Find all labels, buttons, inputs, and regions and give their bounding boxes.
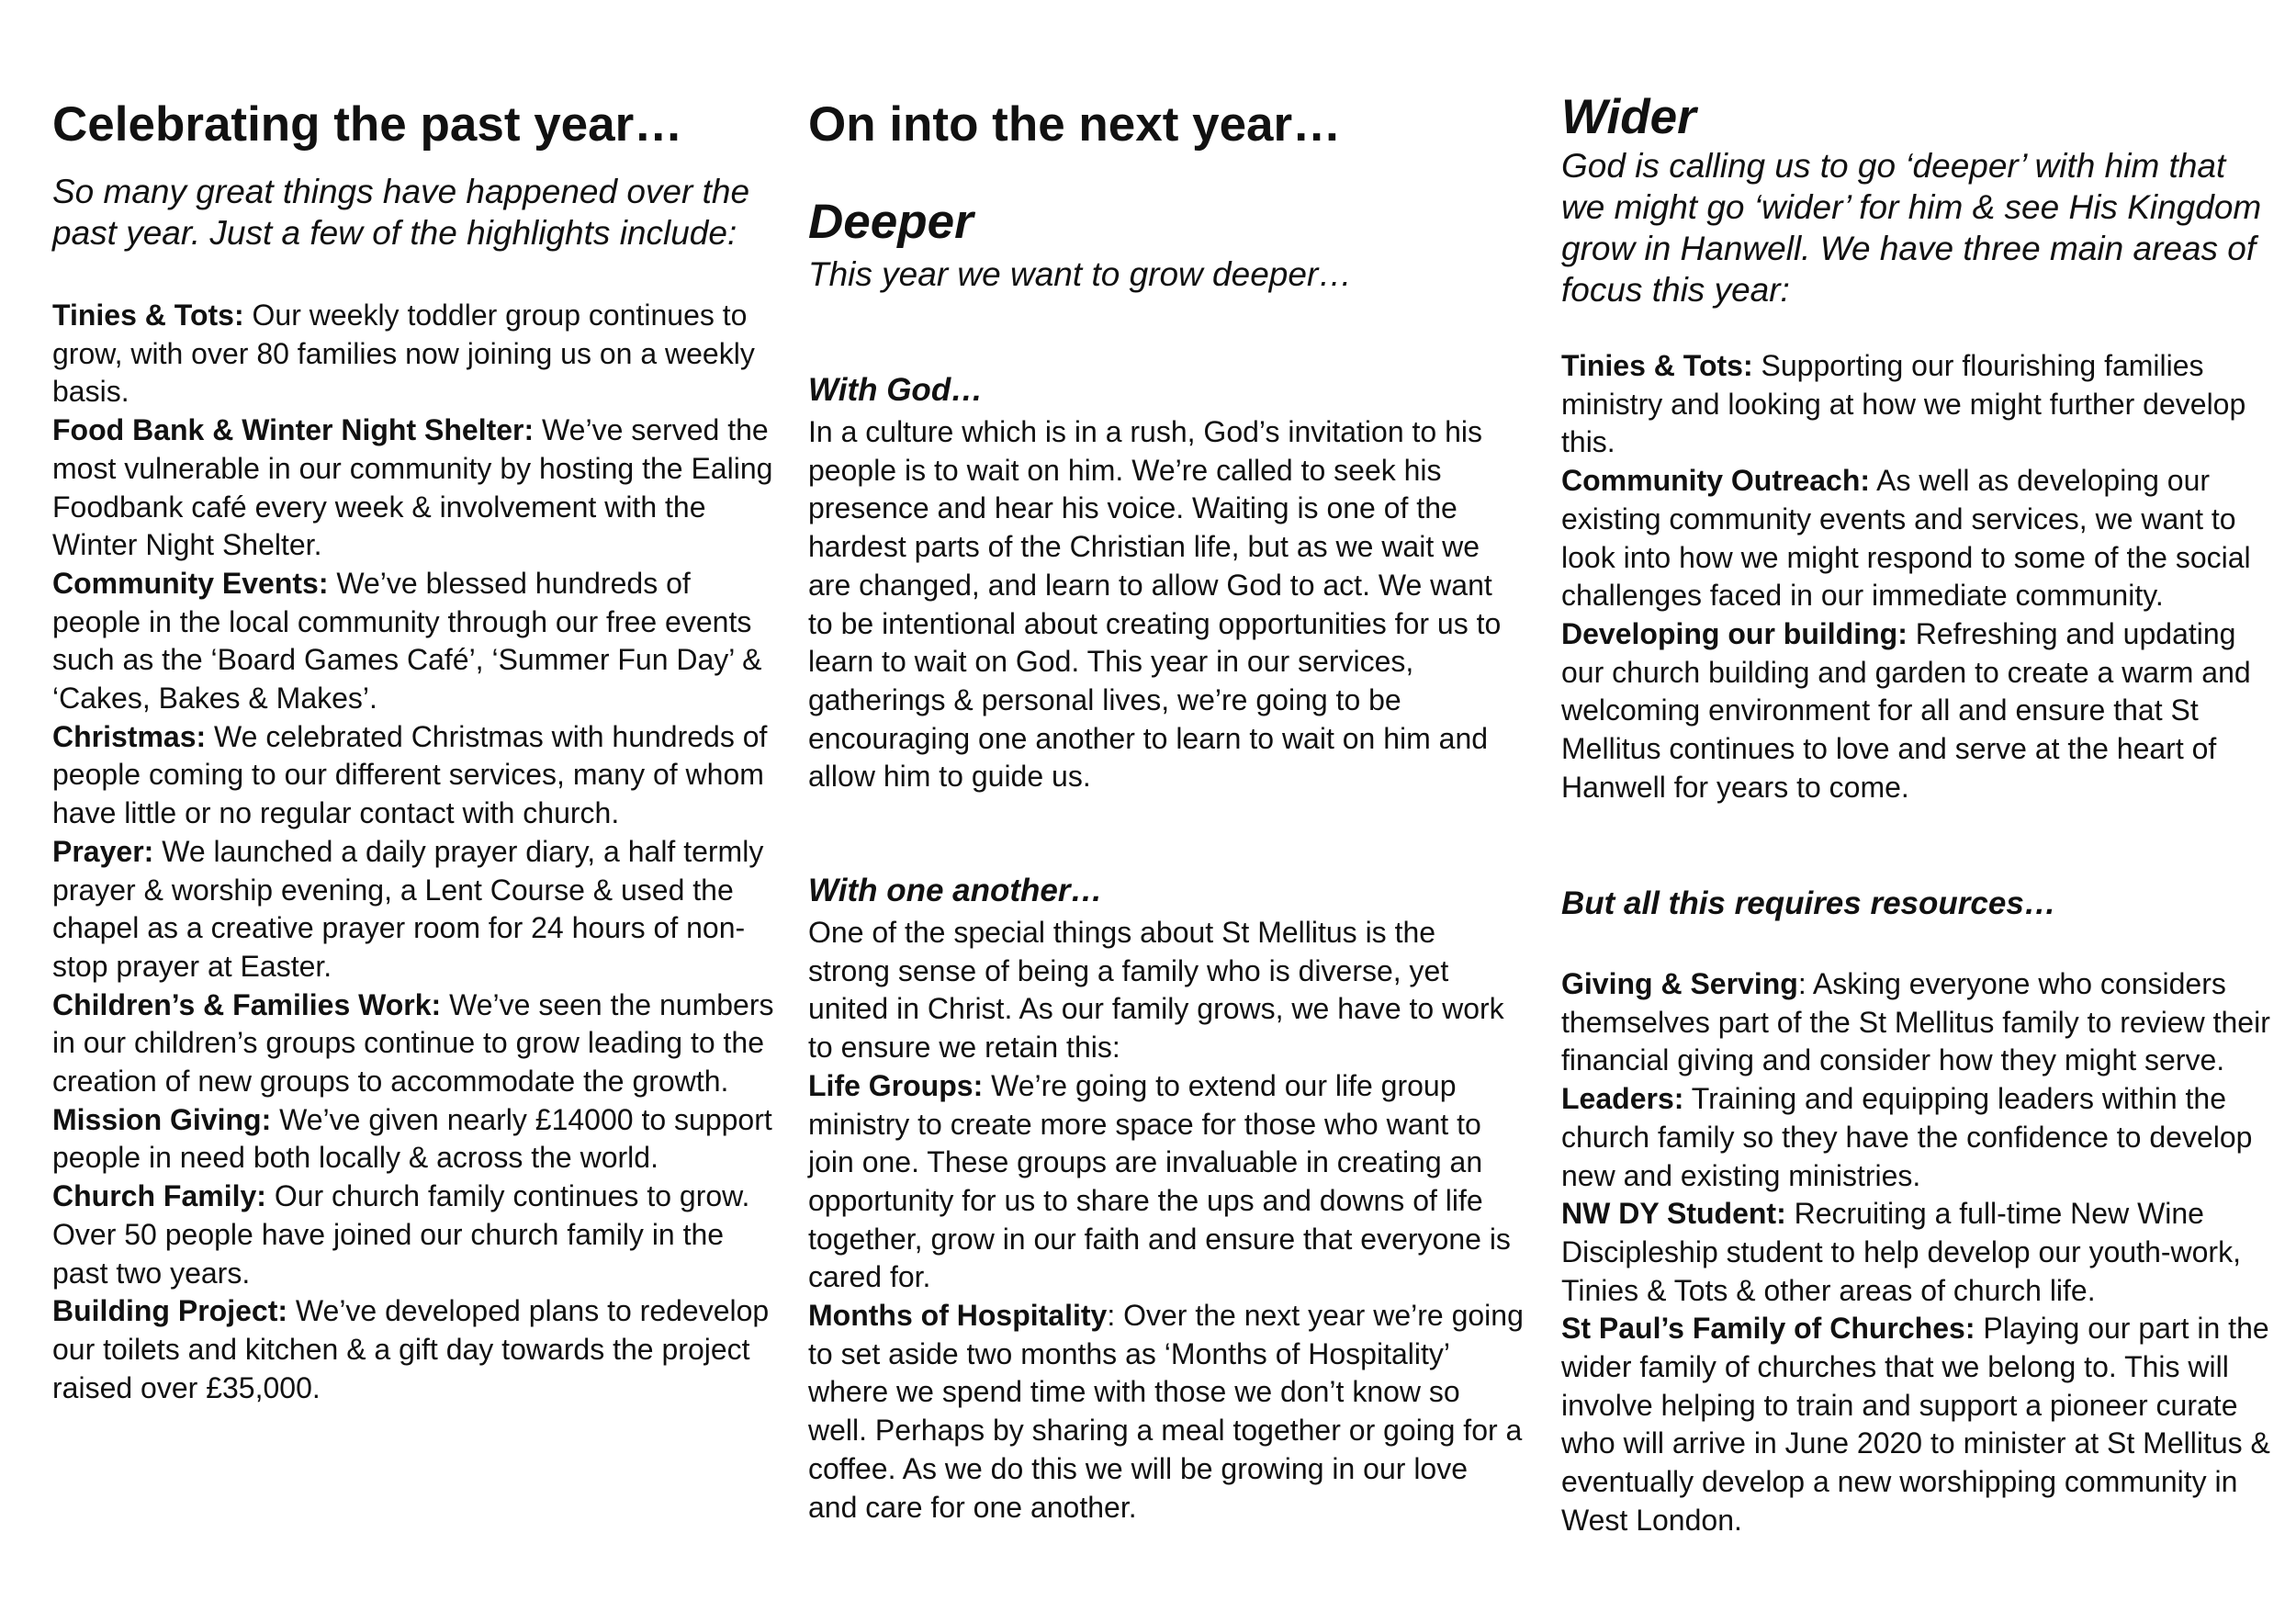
highlight-text: Our weekly toddler group continues to grow, with over 80 families now joining us on a weekly basis.	[52, 299, 755, 409]
deeper-heading: Deeper	[808, 195, 974, 249]
plan-item	[808, 1067, 1525, 1297]
resource-label: St Paul’s Family of Churches:	[1561, 1312, 1975, 1346]
highlight-text: We’ve blessed hundreds of people in the local community through our free events such as the ‘Board Games Café’, ‘Summer Fun Day’ & ‘Cakes, Bakes & Makes’.	[52, 566, 762, 716]
resources-heading: But all this requires resources…	[1561, 885, 2056, 921]
next-year-title: On into the next year…	[808, 97, 1342, 152]
resource-text: Playing our part in the wider family of churches that we belong to. This will involve helping to train and support a pioneer curate who will arrive in June 2020 to minister at St Mellitus & eventually develop a new worshipping community in West London.	[1561, 1312, 2270, 1537]
highlight-label: Children’s & Families Work:	[52, 987, 442, 1021]
plan-label: Life Groups:	[808, 1068, 984, 1102]
highlight-item	[52, 565, 778, 718]
highlight-label: Prayer:	[52, 834, 154, 868]
highlight-label: Food Bank & Winter Night Shelter:	[52, 413, 535, 447]
highlight-item	[52, 718, 778, 833]
plan-text: We’re going to extend our life group ministry to create more space for those who want to join one. These groups are invaluable in creating an opportunity for us to share the ups and downs of life together, grow in our faith and ensure that everyone is cared for.	[808, 1068, 1511, 1294]
highlight-item	[52, 297, 778, 411]
focus-label: Tinies & Tots:	[1561, 349, 1753, 382]
highlight-text: We’ve seen the numbers in our children’s groups continue to grow leading to the creation of new groups to accommodate the growth.	[52, 987, 774, 1099]
with-god-text: In a culture which is in a rush, God’s invitation to his people is to wait on him. We’re called to seek his presence and hear his voice. Waiting is one of the hardest parts of the Christian life, but as we wait we are changed, and learn to allow God to act. We want to be intentional about creating opportunities for us to learn to wait on God. This year in our services, gatherings & personal lives, we’re going to be encouraging one another to learn to wait on him and allow him to guide us.	[808, 415, 1502, 794]
wider-heading: Wider	[1561, 90, 1696, 144]
resource-item	[1561, 1310, 2278, 1539]
focus-item	[1561, 615, 2278, 807]
highlight-text: We’ve developed plans to redevelop our toilets and kitchen & a gift day towards the project raised over £35,000.	[52, 1294, 770, 1404]
with-one-another-heading: With one another…	[808, 873, 1103, 908]
highlight-item	[52, 1101, 778, 1178]
focus-item	[1561, 462, 2278, 615]
resources-list	[1561, 965, 2278, 1540]
highlight-item	[52, 1178, 778, 1292]
focus-label: Developing our building:	[1561, 616, 1908, 650]
plan-item	[808, 1297, 1525, 1527]
highlight-label: Building Project:	[52, 1294, 287, 1328]
highlight-text: We’ve given nearly £14000 to support people in need both locally & across the world.	[52, 1102, 772, 1175]
plan-text: : Over the next year we’re going to set aside two months as ‘Months of Hospitality’ where we spend time with those we don’t know so well. Perhaps by sharing a meal together or going for a coffee. As we do this we will be growing in our love and care for one another.	[808, 1299, 1524, 1524]
focus-text: As well as developing our existing community events and services, we want to look into how we might respond to some of the social challenges faced in our immediate community.	[1561, 464, 2251, 613]
focus-item	[1561, 347, 2278, 462]
resource-text: Recruiting a full-time New Wine Discipleship student to help develop our youth-work, Tinies & Tots & other areas of church life.	[1561, 1197, 2241, 1307]
resource-text: Training and equipping leaders within the church family so they have the confidence to develop new and existing ministries.	[1561, 1082, 2253, 1192]
focus-text: Supporting our flourishing families ministry and looking at how we might further develop this.	[1561, 349, 2246, 459]
highlight-item	[52, 411, 778, 565]
highlight-label: Tinies & Tots:	[52, 299, 244, 332]
past-year-intro: So many great things have happened over the past year. Just a few of the highlights include:	[52, 173, 750, 252]
resource-label: NW DY Student:	[1561, 1197, 1786, 1231]
resource-item	[1561, 1195, 2278, 1310]
focus-label: Community Outreach:	[1561, 464, 1871, 498]
focus-list	[1561, 347, 2278, 806]
highlight-text: We launched a daily prayer diary, a half termly prayer & worship evening, a Lent Course & used the chapel as a creative prayer room for 24 hours of non-stop prayer at Easter.	[52, 834, 764, 983]
highlight-item	[52, 986, 778, 1101]
resource-item	[1561, 965, 2278, 1080]
highlight-text: Our church family continues to grow. Over 50 people have joined our church family in the past two years.	[52, 1179, 750, 1290]
resource-label: Leaders:	[1561, 1082, 1684, 1116]
resource-item	[1561, 1080, 2278, 1195]
highlight-text: We’ve served the most vulnerable in our community by hosting the Ealing Foodbank café every week & involvement with the Winter Night Shelter.	[52, 413, 773, 562]
highlight-label: Mission Giving:	[52, 1102, 272, 1136]
highlight-label: Christmas:	[52, 719, 207, 753]
highlight-item	[52, 833, 778, 986]
highlight-item	[52, 1292, 778, 1407]
with-god-heading: With God…	[808, 372, 984, 408]
highlights-list	[52, 297, 778, 1407]
highlight-label: Community Events:	[52, 566, 329, 600]
resource-label: Giving & Serving	[1561, 967, 1798, 1000]
with-one-another-text: One of the special things about St Mellitus is the strong sense of being a family who is diverse, yet united in Christ. As our family grows, we have to work to ensure we retain this:	[808, 916, 1504, 1065]
deeper-intro: This year we want to grow deeper…	[808, 255, 1353, 293]
plan-label: Months of Hospitality	[808, 1299, 1108, 1333]
highlight-label: Church Family:	[52, 1179, 266, 1213]
focus-text: Refreshing and updating our church building and garden to create a warm and welcoming environment for all and ensure that St Mellitus continues to love and serve at the heart of Hanwell for years to come.	[1561, 616, 2251, 804]
with-one-another-block	[808, 914, 1525, 1527]
past-year-title: Celebrating the past year…	[52, 97, 683, 152]
resource-text: : Asking everyone who considers themselves part of the St Mellitus family to review their financial giving and consider how they might serve.	[1561, 967, 2270, 1077]
wider-intro: God is calling us to go ‘deeper’ with him that we might go ‘wider’ for him & see His Kingdom grow in Hanwell. We have three main areas of focus this year:	[1561, 147, 2262, 309]
highlight-text: We celebrated Christmas with hundreds of people coming to our different services, many of whom have little or no regular contact with church.	[52, 719, 768, 830]
